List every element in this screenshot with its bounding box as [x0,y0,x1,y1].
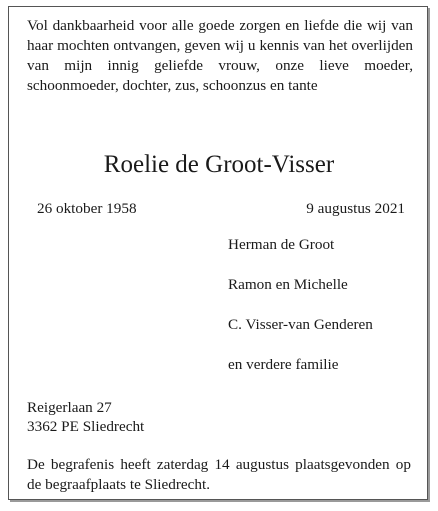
funeral-note: De begrafenis heeft zaterdag 14 augustus plaatsgevonden op de begraafplaats te Sliedrecht. [27,456,411,493]
family-member: Ramon en Michelle [228,276,348,293]
birth-date: 26 oktober 1958 [37,200,137,217]
intro-text: Vol dankbaarheid voor alle goede zorgen en liefde die wij van haar mochten ontvangen, geven wij u kennis van het overlijden van mijn innig geliefde vrouw, onze lieve moeder, schoonmoeder, dochter, zus, schoonzus en tante [27,17,413,94]
address-block [27,398,144,436]
family-member: C. Visser-van Genderen [228,316,373,333]
family-member: en verdere familie [228,356,339,373]
address-street: Reigerlaan 27 [27,399,112,416]
death-announcement-card [8,6,428,500]
deceased-name: Roelie de Groot-Visser [103,151,335,178]
family-member: Herman de Groot [228,236,335,253]
family-list [228,235,373,395]
death-date: 9 augustus 2021 [306,200,405,217]
address-city: 3362 PE Sliedrecht [27,418,145,435]
